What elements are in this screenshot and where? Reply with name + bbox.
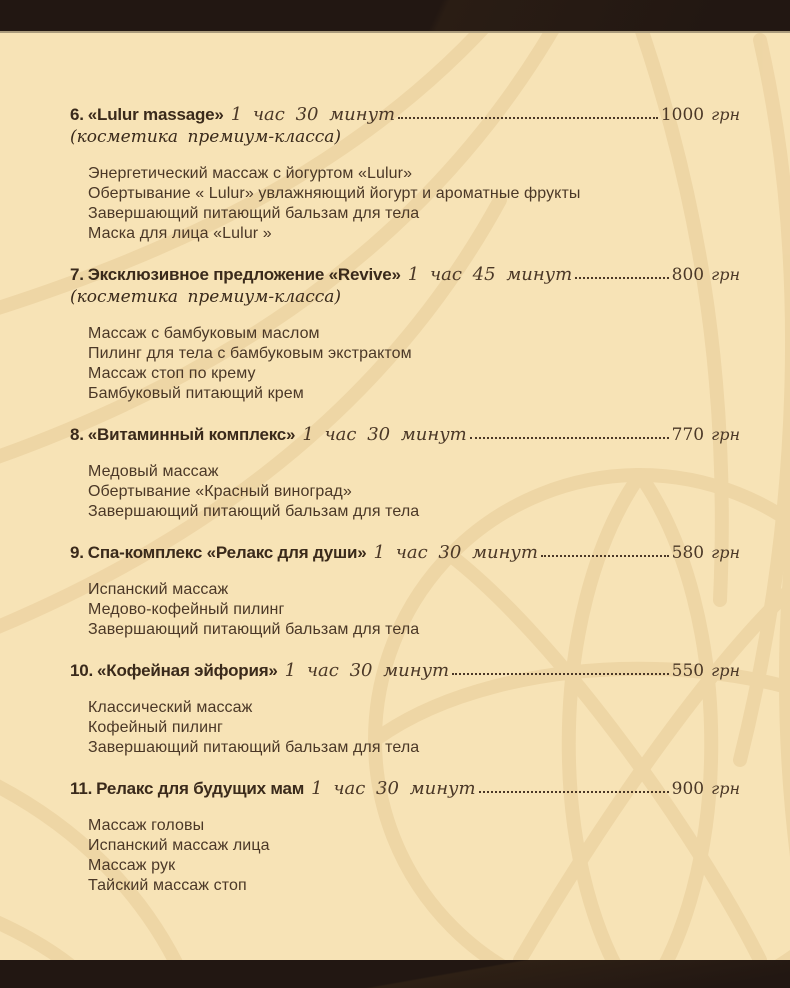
item-number: 7.: [70, 265, 84, 284]
item-price: 550: [671, 661, 705, 681]
menu-item: [70, 104, 740, 244]
item-details: [70, 164, 740, 244]
item-number: 9.: [70, 543, 84, 562]
item-header: [70, 424, 740, 446]
item-title: [70, 104, 224, 126]
item-name: Спа-комплекс «Релакс для души»: [87, 543, 367, 562]
treatment-detail: Тайский массаж стоп: [88, 877, 247, 894]
dotted-leader: [398, 117, 658, 119]
dotted-leader: [479, 791, 669, 793]
item-title: [70, 264, 401, 286]
item-details: [70, 462, 740, 522]
item-currency: грн: [711, 661, 740, 680]
item-header: [70, 264, 740, 286]
menu-item: [70, 424, 740, 522]
treatment-detail: Массаж головы: [88, 817, 205, 834]
item-details: [70, 580, 740, 640]
item-header: [70, 542, 740, 564]
item-subtitle: (косметика премиум-класса): [70, 287, 342, 307]
item-name: «Кофейная эйфория»: [97, 661, 278, 680]
item-header: [70, 660, 740, 682]
treatment-detail: Испанский массаж лица: [88, 837, 270, 854]
treatment-detail: Завершающий питающий бальзам для тела: [88, 739, 420, 756]
bottom-border-band: [0, 960, 790, 988]
treatment-detail: Массаж стоп по крему: [88, 365, 256, 382]
treatment-detail: Кофейный пилинг: [88, 719, 223, 736]
item-name: «Витаминный комплекс»: [87, 425, 296, 444]
item-number: 8.: [70, 425, 84, 444]
treatment-detail: Медово-кофейный пилинг: [88, 601, 285, 618]
item-number: 6.: [70, 105, 84, 124]
item-currency: грн: [711, 543, 740, 562]
item-title: [70, 660, 278, 682]
menu-list: [70, 104, 740, 916]
item-name: «Lulur massage»: [87, 105, 224, 124]
item-price: 900: [671, 779, 705, 799]
treatment-detail: Массаж рук: [88, 857, 176, 874]
top-border-band: [0, 0, 790, 33]
dotted-leader: [452, 673, 669, 675]
item-duration: 1 час 45 минут: [407, 264, 573, 285]
item-duration: 1 час 30 минут: [311, 778, 476, 799]
item-price: 800: [671, 265, 705, 285]
item-subtitle: (косметика премиум-класса): [70, 127, 342, 147]
treatment-detail: Обертывание « Lulur» увлажняющий йогурт и ароматные фрукты: [88, 185, 581, 202]
item-details: [70, 698, 740, 758]
item-currency: грн: [711, 779, 740, 798]
item-duration: 1 час 30 минут: [373, 542, 538, 563]
treatment-detail: Завершающий питающий бальзам для тела: [88, 205, 420, 222]
treatment-detail: Классический массаж: [88, 699, 253, 716]
item-number: 11.: [70, 779, 93, 798]
menu-item: [70, 542, 740, 640]
item-title: [70, 778, 304, 800]
treatment-detail: Пилинг для тела с бамбуковым экстрактом: [88, 345, 412, 362]
treatment-detail: Массаж с бамбуковым маслом: [88, 325, 320, 342]
item-duration: 1 час 30 минут: [302, 424, 467, 445]
item-title: [70, 424, 295, 446]
item-header: [70, 104, 740, 126]
item-duration: 1 час 30 минут: [284, 660, 450, 681]
dotted-leader: [470, 437, 669, 439]
item-duration: 1 час 30 минут: [230, 104, 396, 125]
menu-item: [70, 264, 740, 404]
item-name: Эксклюзивное предложение «Revive»: [87, 265, 401, 284]
treatment-detail: Завершающий питающий бальзам для тела: [88, 621, 420, 638]
treatment-detail: Обертывание «Красный виноград»: [88, 483, 352, 500]
treatment-detail: Испанский массаж: [88, 581, 229, 598]
dotted-leader: [575, 277, 668, 279]
treatment-detail: Энергетический массаж с йогуртом «Lulur»: [88, 165, 413, 182]
item-currency: грн: [711, 425, 740, 444]
item-number: 10.: [70, 661, 94, 680]
item-currency: грн: [711, 105, 740, 124]
treatment-detail: Медовый массаж: [88, 463, 219, 480]
menu-item: [70, 778, 740, 896]
item-name: Релакс для будущих мам: [96, 779, 305, 798]
item-title: [70, 542, 367, 564]
item-price: 580: [671, 543, 705, 563]
item-price: 1000: [660, 105, 705, 125]
treatment-detail: Бамбуковый питающий крем: [88, 385, 304, 402]
item-details: [70, 816, 740, 896]
item-price: 770: [671, 425, 705, 445]
treatment-detail: Завершающий питающий бальзам для тела: [88, 503, 420, 520]
item-header: [70, 778, 740, 800]
dotted-leader: [541, 555, 669, 557]
item-currency: грн: [711, 265, 740, 284]
item-details: [70, 324, 740, 404]
treatment-detail: Маска для лица «Lulur »: [88, 225, 272, 242]
menu-item: [70, 660, 740, 758]
